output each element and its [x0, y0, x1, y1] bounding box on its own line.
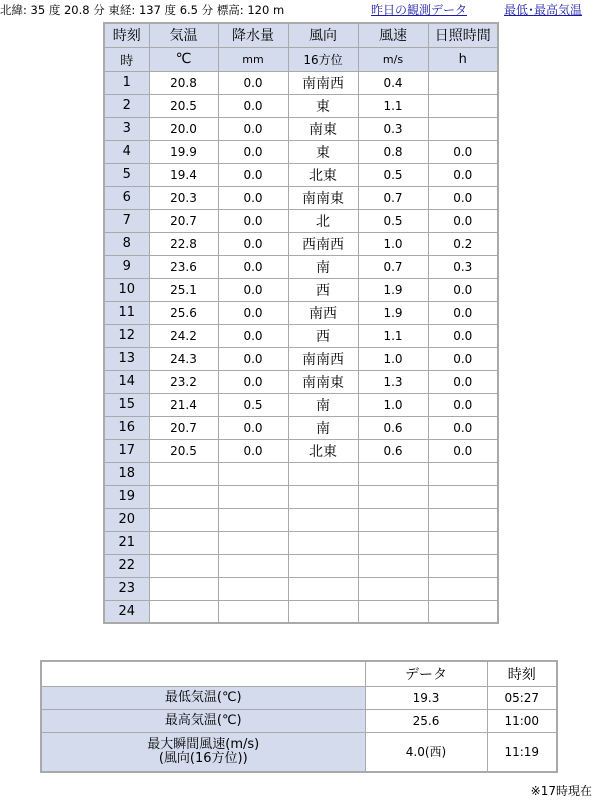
cell-sunshine: 0.0 [428, 347, 498, 370]
cell-sunshine [428, 117, 498, 140]
cell-wind-direction: 南東 [288, 117, 358, 140]
cell-wind-speed: 1.3 [358, 370, 428, 393]
cell-hour: 13 [104, 347, 149, 370]
cell-wind-speed: 0.4 [358, 71, 428, 94]
cell-wind-speed: 0.3 [358, 117, 428, 140]
longitude-label: 東経: [108, 3, 136, 17]
cell-wind-direction: 南 [288, 416, 358, 439]
cell-sunshine [428, 71, 498, 94]
cell-wind-speed: 0.5 [358, 209, 428, 232]
cell-hour: 18 [104, 462, 149, 485]
table-row [104, 278, 498, 301]
cell-sunshine [428, 94, 498, 117]
table-row [104, 554, 498, 577]
summary-header-row [41, 661, 557, 686]
cell-sunshine: 0.0 [428, 370, 498, 393]
cell-wind-direction [288, 600, 358, 623]
location-info-bar [0, 0, 600, 20]
summary-header-time: 時刻 [487, 661, 557, 686]
summary-label-line: 最大瞬間風速(m/s) [147, 736, 260, 752]
cell-wind-speed: 0.6 [358, 416, 428, 439]
cell-temperature: 20.7 [149, 416, 218, 439]
cell-wind-speed: 0.8 [358, 140, 428, 163]
cell-wind-direction: 東 [288, 94, 358, 117]
summary-time: 11:00 [487, 709, 557, 732]
unit-wind-speed: m/s [358, 47, 428, 71]
cell-wind-speed: 0.7 [358, 255, 428, 278]
cell-hour: 17 [104, 439, 149, 462]
cell-hour: 9 [104, 255, 149, 278]
summary-value: 25.6 [365, 709, 487, 732]
summary-header-blank [41, 661, 365, 686]
cell-temperature: 19.4 [149, 163, 218, 186]
hourly-observation-table [103, 22, 499, 624]
cell-hour: 1 [104, 71, 149, 94]
cell-wind-direction: 北東 [288, 439, 358, 462]
summary-label-line: (風向(16方位)) [158, 750, 248, 766]
cell-hour: 5 [104, 163, 149, 186]
cell-wind-speed: 1.1 [358, 94, 428, 117]
cell-sunshine [428, 531, 498, 554]
summary-row [41, 686, 557, 709]
cell-precipitation: 0.0 [218, 255, 288, 278]
cell-precipitation: 0.0 [218, 232, 288, 255]
cell-wind-direction: 南南西 [288, 71, 358, 94]
table-row [104, 416, 498, 439]
cell-precipitation [218, 531, 288, 554]
table-row [104, 462, 498, 485]
cell-precipitation: 0.0 [218, 140, 288, 163]
unit-wind-direction: 16方位 [288, 47, 358, 71]
daily-summary-table [40, 660, 558, 773]
cell-hour: 21 [104, 531, 149, 554]
summary-time: 05:27 [487, 686, 557, 709]
cell-hour: 19 [104, 485, 149, 508]
cell-precipitation [218, 600, 288, 623]
cell-hour: 14 [104, 370, 149, 393]
cell-hour: 23 [104, 577, 149, 600]
cell-hour: 16 [104, 416, 149, 439]
header-temperature: 気温 [149, 23, 218, 47]
cell-sunshine [428, 600, 498, 623]
cell-temperature [149, 531, 218, 554]
cell-temperature [149, 600, 218, 623]
cell-wind-speed: 1.0 [358, 393, 428, 416]
table-row [104, 163, 498, 186]
unit-row [104, 47, 498, 71]
cell-wind-direction: 北 [288, 209, 358, 232]
cell-wind-direction: 西 [288, 324, 358, 347]
cell-wind-direction: 南南東 [288, 370, 358, 393]
unit-precipitation: mm [218, 47, 288, 71]
table-row [104, 94, 498, 117]
cell-wind-speed: 1.9 [358, 278, 428, 301]
cell-temperature: 25.1 [149, 278, 218, 301]
cell-temperature: 22.8 [149, 232, 218, 255]
table-row [104, 393, 498, 416]
header-wind-direction: 風向 [288, 23, 358, 47]
cell-wind-speed [358, 508, 428, 531]
cell-wind-speed: 0.6 [358, 439, 428, 462]
cell-temperature: 20.8 [149, 71, 218, 94]
latitude-value: 35 度 20.8 分 [30, 3, 105, 17]
cell-precipitation [218, 508, 288, 531]
cell-sunshine: 0.0 [428, 416, 498, 439]
cell-precipitation [218, 462, 288, 485]
cell-wind-direction [288, 577, 358, 600]
cell-hour: 7 [104, 209, 149, 232]
summary-label-line: 最低気温(℃) [164, 689, 242, 705]
cell-precipitation: 0.0 [218, 94, 288, 117]
cell-wind-direction [288, 554, 358, 577]
cell-wind-direction: 南 [288, 393, 358, 416]
cell-hour: 20 [104, 508, 149, 531]
summary-label [41, 686, 365, 709]
cell-temperature: 24.2 [149, 324, 218, 347]
cell-temperature: 23.2 [149, 370, 218, 393]
cell-sunshine: 0.0 [428, 140, 498, 163]
table-row [104, 439, 498, 462]
cell-wind-direction: 東 [288, 140, 358, 163]
table-row [104, 255, 498, 278]
cell-precipitation [218, 485, 288, 508]
cell-sunshine [428, 462, 498, 485]
cell-wind-speed [358, 554, 428, 577]
table-row [104, 508, 498, 531]
cell-sunshine: 0.0 [428, 163, 498, 186]
cell-sunshine [428, 577, 498, 600]
cell-wind-speed [358, 531, 428, 554]
cell-sunshine: 0.0 [428, 209, 498, 232]
longitude-value: 137 度 6.5 分 [138, 3, 214, 17]
cell-precipitation: 0.0 [218, 324, 288, 347]
cell-wind-direction: 南南西 [288, 347, 358, 370]
cell-precipitation: 0.0 [218, 301, 288, 324]
header-precipitation: 降水量 [218, 23, 288, 47]
cell-hour: 12 [104, 324, 149, 347]
header-hour: 時刻 [104, 23, 149, 47]
cell-wind-direction: 西南西 [288, 232, 358, 255]
cell-precipitation: 0.0 [218, 370, 288, 393]
cell-sunshine: 0.0 [428, 324, 498, 347]
cell-wind-direction: 南 [288, 255, 358, 278]
cell-temperature: 20.3 [149, 186, 218, 209]
header-row [104, 23, 498, 47]
cell-precipitation: 0.0 [218, 278, 288, 301]
cell-precipitation: 0.0 [218, 209, 288, 232]
cell-temperature: 23.6 [149, 255, 218, 278]
cell-wind-speed [358, 600, 428, 623]
unit-hour: 時 [104, 47, 149, 71]
cell-sunshine: 0.0 [428, 439, 498, 462]
cell-temperature: 24.3 [149, 347, 218, 370]
table-row [104, 117, 498, 140]
summary-row [41, 709, 557, 732]
cell-wind-direction [288, 531, 358, 554]
table-row [104, 600, 498, 623]
cell-wind-speed [358, 577, 428, 600]
summary-label [41, 732, 365, 772]
cell-wind-direction: 南西 [288, 301, 358, 324]
table-row [104, 140, 498, 163]
cell-precipitation: 0.0 [218, 71, 288, 94]
cell-precipitation: 0.0 [218, 416, 288, 439]
cell-sunshine [428, 554, 498, 577]
unit-sunshine: h [428, 47, 498, 71]
cell-hour: 2 [104, 94, 149, 117]
table-row [104, 577, 498, 600]
cell-wind-speed: 0.5 [358, 163, 428, 186]
cell-hour: 8 [104, 232, 149, 255]
yesterday-data-link[interactable]: 昨日の観測データ [371, 3, 468, 17]
cell-precipitation [218, 554, 288, 577]
header-wind-speed: 風速 [358, 23, 428, 47]
table-row [104, 485, 498, 508]
cell-wind-direction [288, 508, 358, 531]
cell-precipitation: 0.0 [218, 347, 288, 370]
cell-wind-speed: 1.1 [358, 324, 428, 347]
cell-sunshine: 0.0 [428, 186, 498, 209]
cell-temperature: 20.7 [149, 209, 218, 232]
summary-value: 19.3 [365, 686, 487, 709]
cell-precipitation: 0.0 [218, 117, 288, 140]
latitude-label: 北緯: [0, 3, 27, 17]
cell-sunshine [428, 508, 498, 531]
unit-temperature: ℃ [149, 47, 218, 71]
cell-precipitation [218, 577, 288, 600]
cell-precipitation: 0.0 [218, 439, 288, 462]
table-row [104, 370, 498, 393]
summary-row [41, 732, 557, 772]
header-sunshine: 日照時間 [428, 23, 498, 47]
table-row [104, 324, 498, 347]
cell-temperature [149, 508, 218, 531]
cell-temperature: 20.5 [149, 94, 218, 117]
cell-precipitation: 0.5 [218, 393, 288, 416]
cell-hour: 3 [104, 117, 149, 140]
cell-sunshine: 0.0 [428, 301, 498, 324]
cell-wind-direction [288, 462, 358, 485]
cell-sunshine: 0.2 [428, 232, 498, 255]
summary-label [41, 709, 365, 732]
table-row [104, 347, 498, 370]
cell-wind-speed: 1.9 [358, 301, 428, 324]
cell-sunshine: 0.3 [428, 255, 498, 278]
cell-temperature: 19.9 [149, 140, 218, 163]
table-row [104, 71, 498, 94]
cell-temperature [149, 577, 218, 600]
cell-temperature [149, 462, 218, 485]
cell-wind-speed: 0.7 [358, 186, 428, 209]
cell-hour: 11 [104, 301, 149, 324]
cell-wind-direction [288, 485, 358, 508]
altitude-value: 120 m [247, 3, 285, 17]
cell-hour: 4 [104, 140, 149, 163]
cell-temperature: 25.6 [149, 301, 218, 324]
cell-wind-direction: 西 [288, 278, 358, 301]
table-row [104, 232, 498, 255]
cell-wind-direction: 南南東 [288, 186, 358, 209]
cell-sunshine: 0.0 [428, 393, 498, 416]
cell-precipitation: 0.0 [218, 163, 288, 186]
table-row [104, 209, 498, 232]
table-row [104, 531, 498, 554]
cell-temperature [149, 485, 218, 508]
cell-temperature: 20.5 [149, 439, 218, 462]
cell-hour: 10 [104, 278, 149, 301]
cell-hour: 6 [104, 186, 149, 209]
cell-wind-direction: 北東 [288, 163, 358, 186]
table-row [104, 301, 498, 324]
cell-wind-speed [358, 485, 428, 508]
cell-temperature: 21.4 [149, 393, 218, 416]
current-time-note: ※17時現在 [530, 784, 592, 798]
cell-wind-speed: 1.0 [358, 347, 428, 370]
cell-temperature [149, 554, 218, 577]
summary-value: 4.0(西) [365, 732, 487, 772]
cell-sunshine [428, 485, 498, 508]
altitude-label: 標高: [216, 3, 244, 17]
cell-hour: 22 [104, 554, 149, 577]
cell-wind-speed: 1.0 [358, 232, 428, 255]
cell-sunshine: 0.0 [428, 278, 498, 301]
cell-temperature: 20.0 [149, 117, 218, 140]
cell-precipitation: 0.0 [218, 186, 288, 209]
table-row [104, 186, 498, 209]
cell-hour: 24 [104, 600, 149, 623]
min-max-temp-link[interactable]: 最低･最高気温 [504, 3, 583, 17]
summary-header-data: データ [365, 661, 487, 686]
cell-hour: 15 [104, 393, 149, 416]
summary-label-line: 最高気温(℃) [164, 712, 242, 728]
cell-wind-speed [358, 462, 428, 485]
summary-time: 11:19 [487, 732, 557, 772]
